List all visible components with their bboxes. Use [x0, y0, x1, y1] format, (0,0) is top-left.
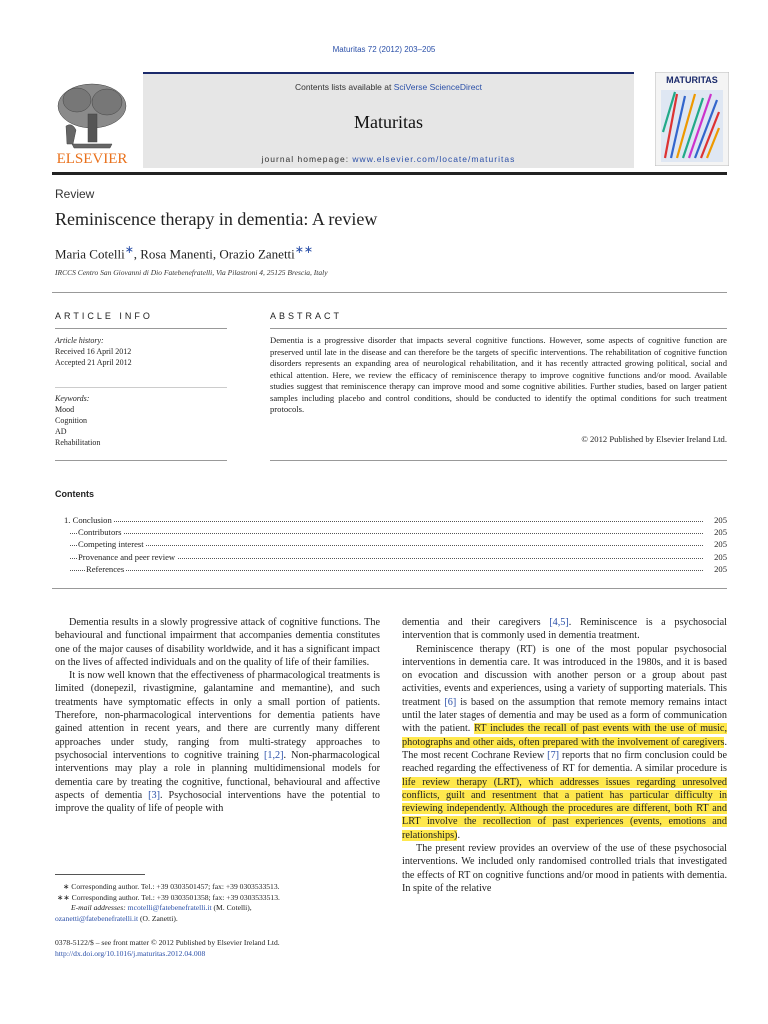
toc-page: 205 — [705, 551, 727, 563]
body-paragraph: dementia and their caregivers [4,5]. Reminiscence is a psychosocial intervention that is commonly used in dementia treatment. — [402, 617, 727, 642]
toc-page: 205 — [705, 563, 727, 575]
keyword: AD — [55, 427, 67, 436]
divider — [52, 292, 727, 293]
toc-label[interactable]: References — [86, 564, 125, 574]
cover-title: MATURITAS — [666, 75, 718, 85]
citation-link[interactable]: [4,5] — [549, 617, 569, 628]
journal-citation[interactable]: Maturitas 72 (2012) 203–205 — [332, 45, 436, 54]
email-link[interactable]: mcotelli@fatebenefratelli.it — [127, 903, 212, 912]
toc-entry[interactable] — [0, 551, 768, 563]
toc-entry[interactable] — [0, 538, 768, 550]
keyword: Rehabilitation — [55, 438, 101, 447]
divider — [55, 460, 227, 461]
toc-label[interactable]: Provenance and peer review — [78, 552, 176, 562]
toc-entry[interactable] — [0, 514, 768, 526]
publisher-logo-text: ELSEVIER — [56, 151, 128, 166]
header-rule — [52, 172, 727, 175]
article-section: Review — [55, 187, 95, 201]
body-column-left — [55, 616, 380, 815]
author-name[interactable]: Maria Cotelli — [55, 246, 125, 262]
author-name[interactable]: Orazio Zanetti — [219, 246, 295, 262]
article-title: Reminiscence therapy in dementia: A review — [55, 209, 378, 229]
citation-link[interactable]: [3] — [148, 789, 161, 801]
elsevier-tree-logo — [52, 78, 132, 166]
author-list: Maria Cotelli∗, Rosa Manenti, Orazio Zanetti∗∗ — [55, 244, 313, 262]
abstract-text: Dementia is a progressive disorder that impacts several cognitive functions. However, some aspects of cognitive function are preserved until late in the disease and can therefore be the targets of specific interventions. The rehabilitation of cognitive function disorders represents an expanding area of neurological rehabilitation, and it has recently attracted growing political, social and ethical attention. Here, we review the efficacy of reminiscence therapy to improve cognitive functions and/or mood. Available studies suggest that reminiscence therapy can improve mood and some cognitive abilities. Further studies, based on larger patient samples including placebo and control conditions, should be conducted to identify the optimal conditions for such treatment protocols. — [270, 335, 727, 414]
article-info-heading: ARTICLE INFO — [55, 311, 153, 321]
author-mark[interactable]: ∗∗ — [294, 244, 313, 256]
citation-link[interactable]: [1,2] — [263, 749, 284, 761]
abstract-copyright: © 2012 Published by Elsevier Ireland Ltd. — [581, 434, 727, 444]
divider — [270, 460, 727, 461]
footnote: ∗ Corresponding author. Tel.: +39 0303501457; fax: +39 0303533513. — [63, 882, 280, 891]
keywords-block — [55, 393, 100, 448]
contents-available-line: Contents lists available at SciVerse ScienceDirect — [294, 82, 483, 92]
sciencedirect-link[interactable]: SciVerse ScienceDirect — [393, 82, 483, 92]
body-paragraph: Reminiscence therapy (RT) is one of the most popular psychosocial interventions in dementia care. It was introduced in the 1980s, and it is based on evocation and discussion with another person or a group about past activities, events and experiences, using a variety of supporting materials. This treatment [6] is based on the assumption that remote memory remains intact until the later stages of dementia and may be used as a form of communication with the patient. RT includes the recall of past events with the use of music, photographs and other aids, often prepared with the involvement of caregivers. The most recent Cochrane Review [7] reports that no firm conclusion could be reached regarding the effectiveness of RT for dementia. A similar procedure is life review therapy (LRT), which addresses issues regarding unresolved conflicts, guilt and resentment that a patient has particular difficulty in reviewing independently. Although the procedures are different, both RT and LRT involve the recollection of past experiences (events, emotions and relationships). — [402, 643, 728, 841]
body-paragraph: It is now well known that the effectiveness of pharmacological treatments is limited (donepezil, rivastigmine, galantamine and memantine), and such treatments have symptomatic effects in only a small portion of patients. Therefore, non-pharmacological interventions for dementia patients have gained attention in recent years, and there are currently many different approaches under study, ranging from multi-strategy approaches to psychosocial interventions to cognitive training [1,2]. Non-pharmacological interventions may play a role in planning multidimensional models for dementia care by treating the cognitive, functional, behavioural and affective aspects of dementia [3]. Psychosocial interventions have the potential to improve the quality of life of people with — [55, 670, 380, 815]
journal-title: Maturitas — [354, 112, 423, 132]
article-footer — [55, 937, 385, 959]
footnote-rule — [55, 874, 145, 875]
doi-link[interactable]: http://dx.doi.org/10.1016/j.maturitas.2012.04.008 — [55, 949, 206, 958]
abstract-heading: ABSTRACT — [270, 311, 343, 321]
toc-label[interactable]: Contributors — [78, 527, 122, 537]
divider — [55, 328, 227, 329]
citation-link[interactable]: [7] — [547, 749, 560, 761]
journal-cover-thumbnail[interactable] — [655, 72, 729, 166]
author-affiliation: IRCCS Centro San Giovanni di Dio Fatebenefratelli, Via Pilastroni 4, 25125 Brescia, Italy — [55, 268, 328, 277]
article-history — [55, 335, 132, 368]
history-label: Article history: — [55, 336, 104, 345]
body-paragraph: The present review provides an overview of the use of these psychosocial interventions. We included only randomised controlled trials that investigated the effects of RT on cognitive functions and/or mood in patients with dementia. In spite of the relative — [402, 843, 727, 894]
received-date: Received 16 April 2012 — [55, 347, 132, 356]
footnotes — [55, 882, 385, 924]
journal-header-box — [143, 72, 634, 168]
journal-homepage-line: journal homepage: www.elsevier.com/locate/maturitas — [261, 154, 516, 164]
email-footnote: ozanetti@fatebenefratelli.it (O. Zanetti). — [55, 913, 178, 923]
keywords-label: Keywords: — [55, 394, 90, 403]
toc-label[interactable]: 1. Conclusion — [64, 515, 112, 525]
citation-link[interactable]: [6] — [444, 696, 457, 708]
divider — [270, 328, 727, 329]
toc-entry[interactable] — [0, 563, 768, 575]
email-link[interactable]: ozanetti@fatebenefratelli.it — [55, 913, 139, 923]
toc-page: 205 — [705, 514, 727, 526]
keyword: Mood — [55, 405, 75, 414]
contents-heading: Contents — [55, 489, 94, 499]
author-mark[interactable]: ∗ — [124, 244, 134, 256]
toc-page: 205 — [705, 526, 727, 538]
footnote: ∗∗ Corresponding author. Tel.: +39 0303501358; fax: +39 0303533513. — [57, 892, 280, 902]
toc-page: 205 — [705, 538, 727, 550]
body-column-right — [402, 616, 727, 895]
email-footnote: E-mail addresses: mcotelli@fatebenefratelli.it (M. Cotelli), — [71, 903, 252, 912]
issn-line: 0378-5122/$ – see front matter © 2012 Published by Elsevier Ireland Ltd. — [55, 938, 280, 947]
body-paragraph: Dementia results in a slowly progressive attack of cognitive functions. The behavioural and functional impairment that accompanies dementia constitutes one of the major causes of disability worldwide, and it has a significant impact on the lives of affected individuals and on the quality of life of their families. — [55, 617, 380, 668]
keyword: Cognition — [55, 416, 88, 425]
highlighted-text[interactable]: RT includes the recall of past events with the use of music, photographs and other aids, often prepared with the involvement of caregivers — [402, 723, 727, 748]
highlighted-text[interactable]: life review therapy (LRT), which addresses issues regarding unresolved conflicts, guilt and resentment that a patient has particular difficulty in reviewing independently. Although the procedures are different, both RT and LRT involve the recollection of past experiences (events, emotions and relationships) — [402, 776, 727, 841]
divider — [55, 387, 227, 388]
divider — [52, 588, 727, 589]
accepted-date: Accepted 21 April 2012 — [55, 358, 132, 367]
toc-entry[interactable] — [0, 526, 768, 538]
journal-homepage-link[interactable]: www.elsevier.com/locate/maturitas — [352, 154, 516, 164]
author-name[interactable]: Rosa Manenti — [140, 246, 213, 262]
toc-label[interactable]: Competing interest — [78, 539, 144, 549]
